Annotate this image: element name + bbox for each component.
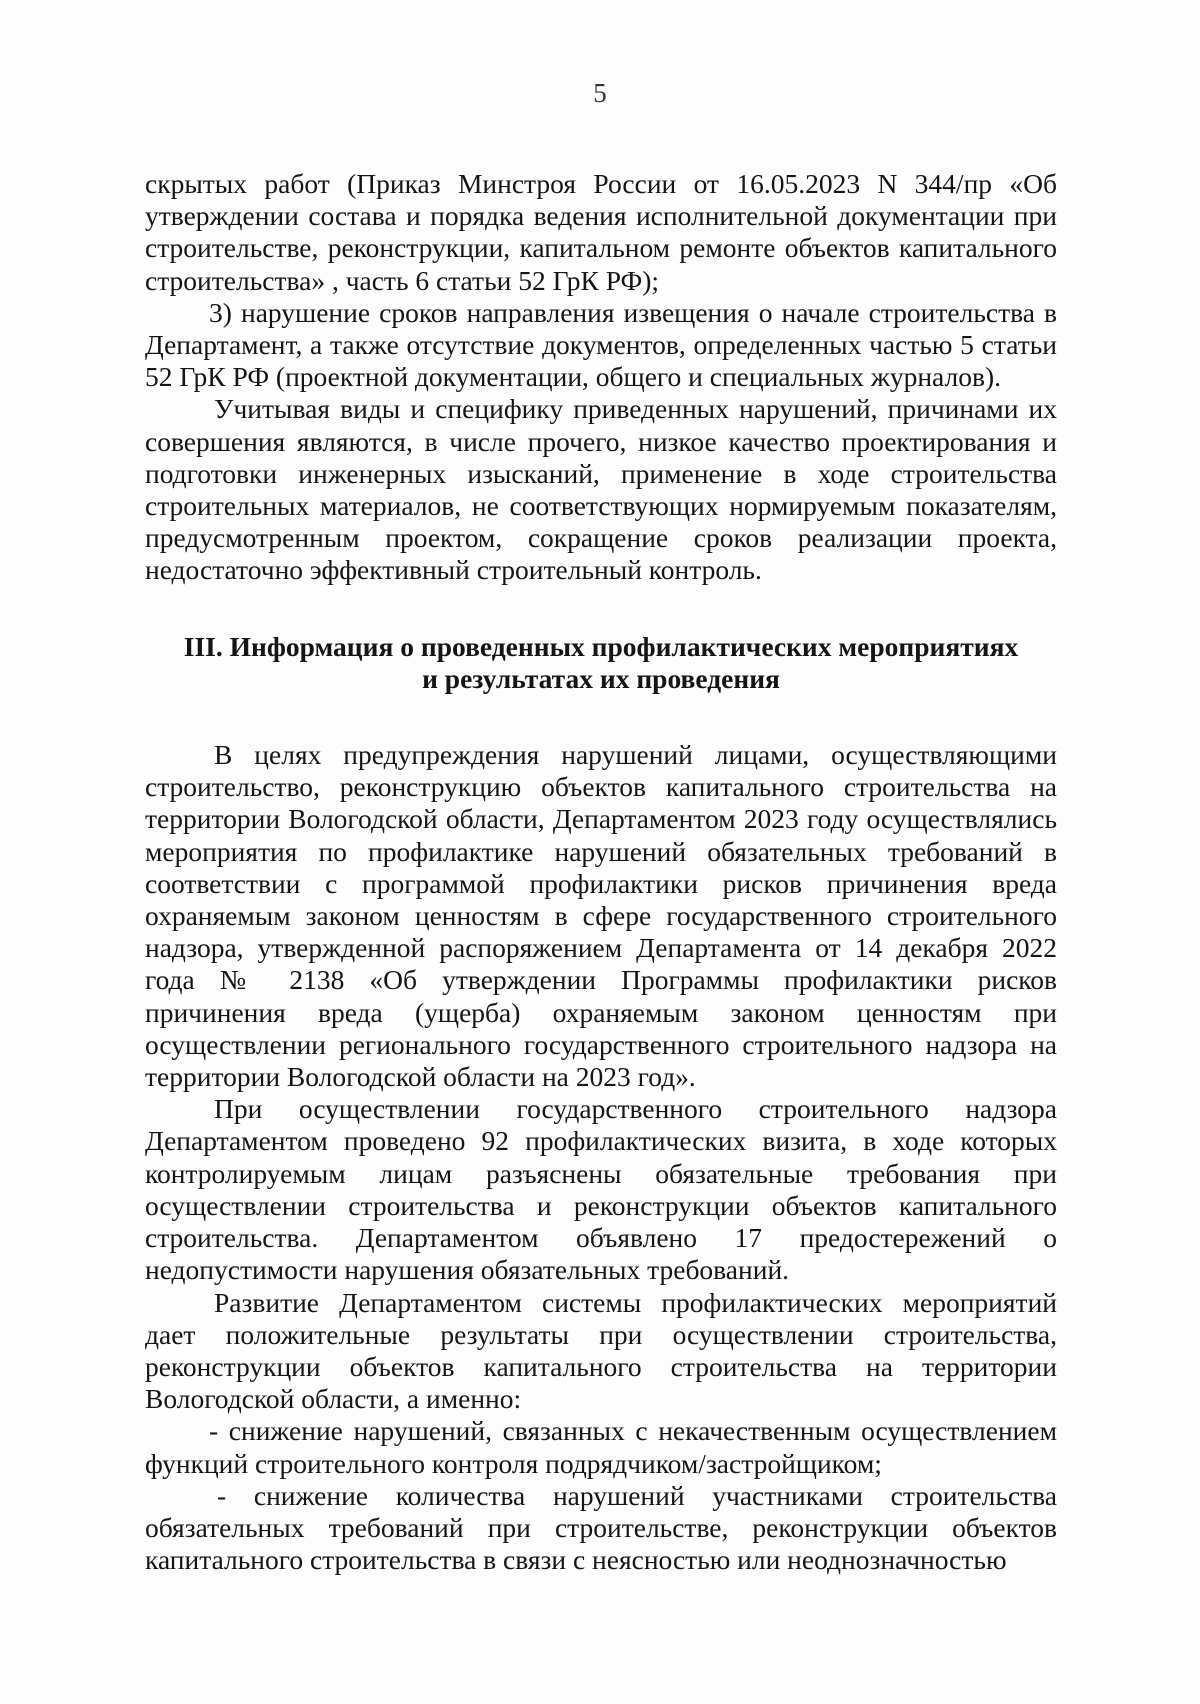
list-item-reduction-control: - снижение нарушений, связанных с некачественным осуществлением функций строительного контроля подрядчиком/застройщиком; [145,1415,1057,1479]
paragraph-results: Развитие Департаментом системы профилактических мероприятий дает положительные результаты при осуществлении строительства, реконструкции объектов капитального строительства на территории Вологодской области, а именно: [145,1286,1057,1415]
list-item-reduction-violations: - снижение количества нарушений участниками строительства обязательных требований при строительстве, реконструкции объектов капитального строительства в связи с неясностью или неоднозначностью [145,1479,1057,1576]
document-body [145,168,1057,1576]
paragraph-hidden-works: скрытых работ (Приказ Минстроя России от 16.05.2023 N 344/пр «Об утверждении состава и порядка ведения исполнительной документации при строительстве, реконструкции, капитальном ремонте объектов капитального строительства» , часть 6 статьи 52 ГрК РФ); [145,168,1057,296]
paragraph-preventive-visits: При осуществлении государственного строительного надзора Департаментом проведено 92 профилактических визита, в ходе которых контролируемым лицам разъяснены обязательные требования при осуществлении строительства и реконструкции объектов капитального строительства. Департаментом объявлено 17 предостережений о недопустимости нарушения обязательных требований. [145,1093,1057,1286]
section-heading-line-1: III. Информация о проведенных профилактических мероприятиях [183,630,1019,662]
section-heading-line-2: и результатах их проведения [422,662,780,694]
paragraph-item-3: 3) нарушение сроков направления извещения о начале строительства в Департамент, а также отсутствие документов, определенных частью 5 статьи 52 ГрК РФ (проектной документации, общего и специальных журналов). [145,296,1057,393]
paragraph-violation-causes: Учитывая виды и специфику приведенных нарушений, причинами их совершения являются, в числе прочего, низкое качество проектирования и подготовки инженерных изысканий, применение в ходе строительства строительных материалов, не соответствующих нормируемым показателям, предусмотренным проектом, сокращение сроков реализации проекта, недостаточно эффективный строительный контроль. [145,393,1057,586]
section-heading [145,631,1057,695]
page-number: 5 [593,78,607,108]
paragraph-prevention-program: В целях предупреждения нарушений лицами, осуществляющими строительство, реконструкцию объектов капитального строительства на территории Вологодской области, Департаментом 2023 году осуществлялись мероприятия по профилактике нарушений обязательных требований в соответствии с программой профилактики рисков причинения вреда охраняемым законом ценностям в сфере государственного строительного надзора, утвержденной распоряжением Департамента от 14 декабря 2022 года № 2138 «Об утверждении Программы профилактики рисков причинения вреда (ущерба) охраняемым законом ценностям при осуществлении регионального государственного строительного надзора на территории Вологодской области на 2023 год». [145,739,1057,1093]
